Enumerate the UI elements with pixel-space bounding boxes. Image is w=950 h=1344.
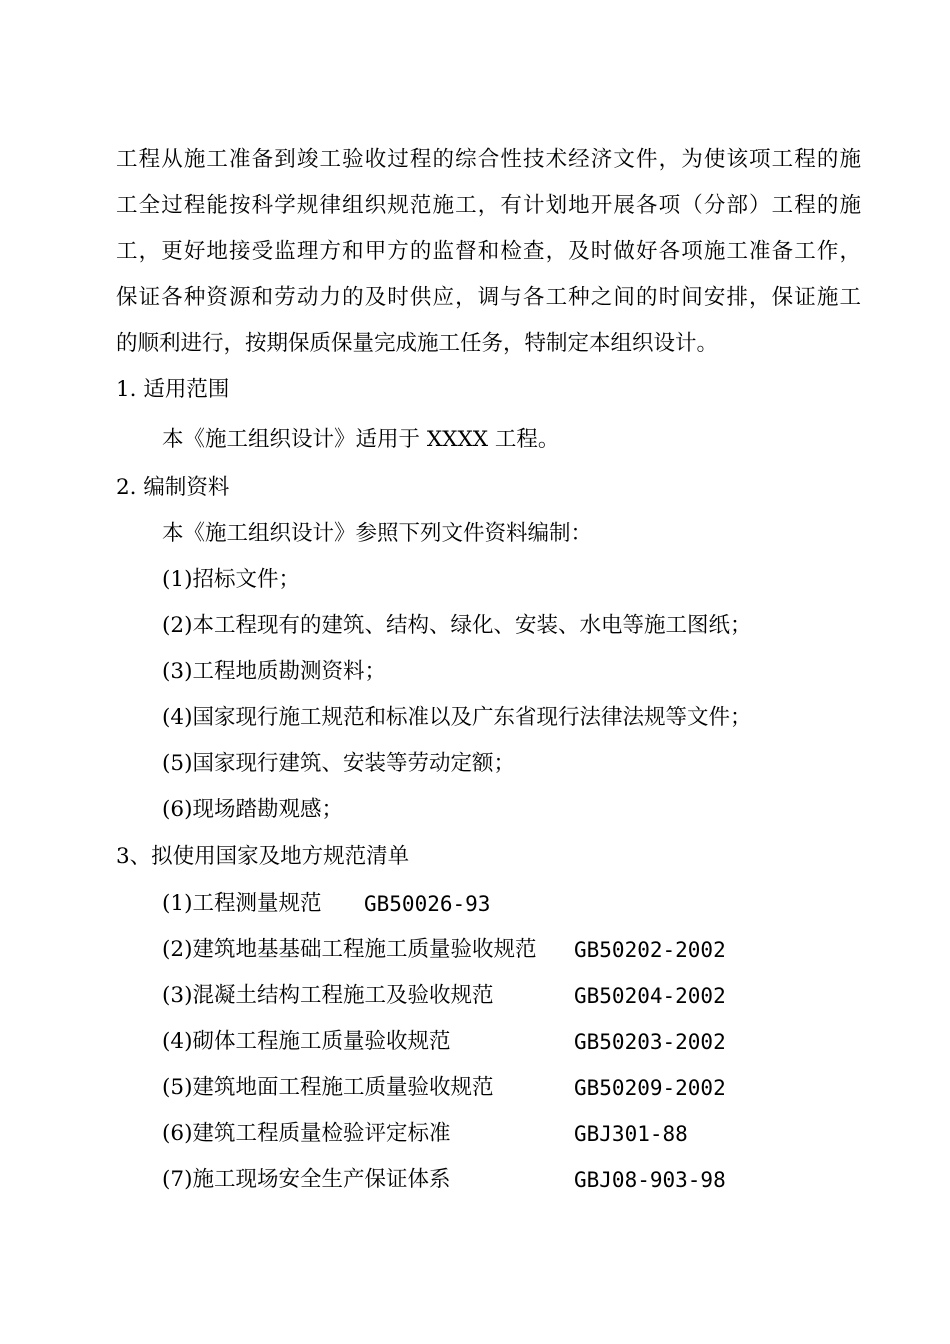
standard-4-code: GB50203-2002 — [574, 1030, 726, 1054]
standard-2-code: GB50202-2002 — [574, 938, 726, 962]
standard-4-name: (4)砌体工程施工质量验收规范 — [162, 1029, 451, 1054]
intro-line-4: 保证各种资源和劳动力的及时供应，调与各工种之间的时间安排，保证施工 — [116, 285, 861, 310]
standard-5-name: (5)建筑地面工程施工质量验收规范 — [162, 1075, 494, 1100]
section-2-item-1: (1)招标文件； — [162, 567, 300, 592]
standard-1-code: GB50026-93 — [364, 892, 491, 916]
standard-6-code: GBJ301-88 — [574, 1122, 688, 1146]
section-2-heading: 2. 编制资料 — [116, 475, 230, 500]
standard-5-code: GB50209-2002 — [574, 1076, 726, 1100]
section-2-item-2: (2)本工程现有的建筑、结构、绿化、安装、水电等施工图纸； — [162, 613, 752, 638]
standard-3-name: (3)混凝土结构工程施工及验收规范 — [162, 983, 494, 1008]
section-2-item-5: (5)国家现行建筑、安装等劳动定额； — [162, 751, 515, 776]
section-2-item-3: (3)工程地质勘测资料； — [162, 659, 386, 684]
section-1-text: 本《施工组织设计》适用于 XXXX 工程。 — [162, 427, 560, 452]
section-2-text: 本《施工组织设计》参照下列文件资料编制： — [162, 521, 593, 546]
section-3-heading: 3、拟使用国家及地方规范清单 — [116, 844, 410, 869]
intro-line-2: 工全过程能按科学规律组织规范施工，有计划地开展各项（分部）工程的施 — [116, 193, 861, 218]
standard-1-name: (1)工程测量规范 — [162, 891, 322, 916]
standard-6-name: (6)建筑工程质量检验评定标准 — [162, 1121, 451, 1146]
section-1-heading: 1. 适用范围 — [116, 377, 230, 402]
intro-line-5: 的顺利进行，按期保质保量完成施工任务，特制定本组织设计。 — [116, 331, 719, 356]
standard-7-code: GBJ08-903-98 — [574, 1168, 726, 1192]
section-2-item-6: (6)现场踏勘观感； — [162, 797, 343, 822]
intro-line-3: 工，更好地接受监理方和甲方的监督和检查，及时做好各项施工准备工作， — [116, 239, 861, 264]
section-2-item-4: (4)国家现行施工规范和标准以及广东省现行法律法规等文件； — [162, 705, 752, 730]
standard-2-name: (2)建筑地基基础工程施工质量验收规范 — [162, 937, 537, 962]
standard-3-code: GB50204-2002 — [574, 984, 726, 1008]
standard-7-name: (7)施工现场安全生产保证体系 — [162, 1167, 451, 1192]
intro-line-1: 工程从施工准备到竣工验收过程的综合性技术经济文件，为使该项工程的施 — [116, 147, 861, 172]
